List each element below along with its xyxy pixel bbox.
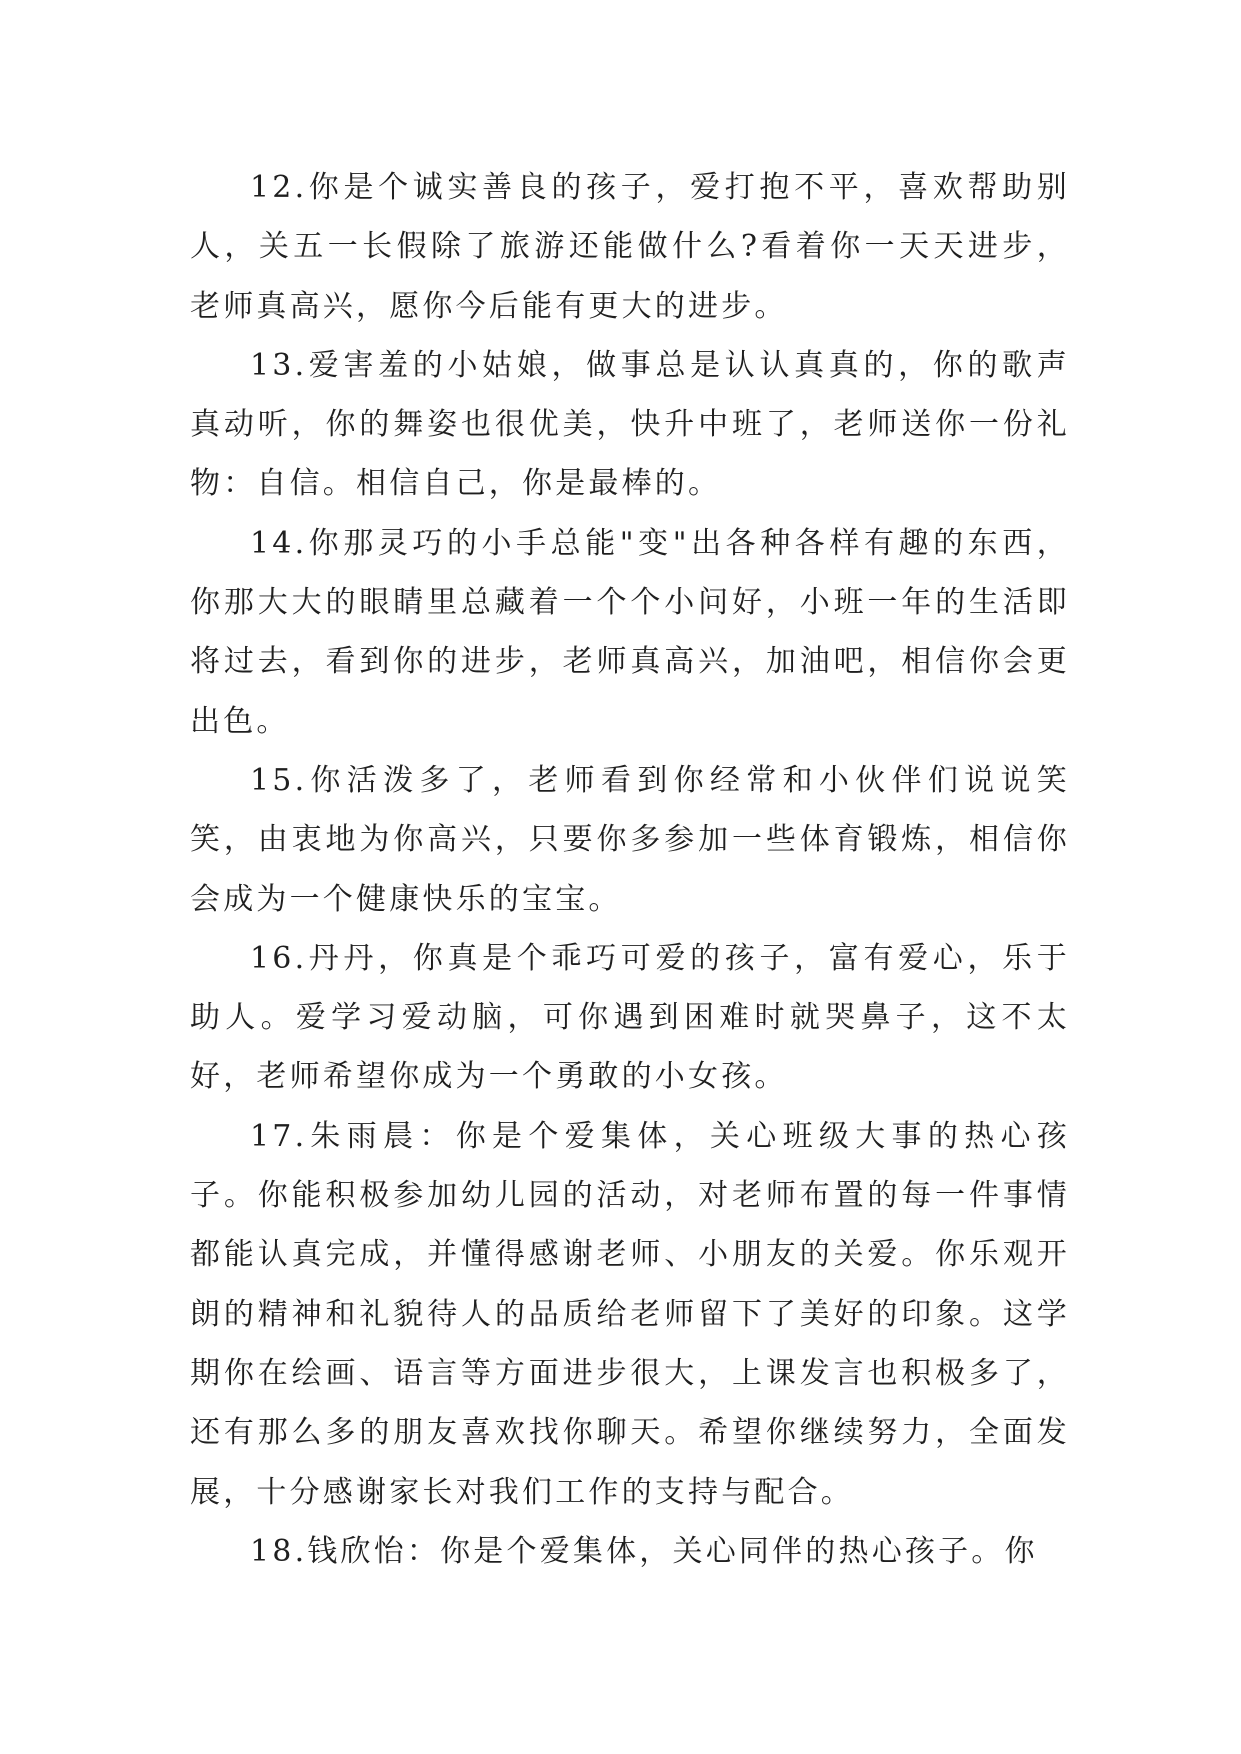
paragraph-18: 18.钱欣怡：你是个爱集体，关心同伴的热心孩子。你 [250, 1533, 1038, 1569]
document-body [190, 158, 1070, 1581]
paragraph-17: 17.朱雨晨：你是个爱集体，关心班级大事的热心孩子。你能积极参加幼儿园的活动，对老师布置的每一件事情都能认真完成，并懂得感谢老师、小朋友的关爱。你乐观开朗的精神和礼貌待人的品质给老师留下了美好的印象。这学期你在绘画、语言等方面进步很大，上课发言也积极多了，还有那么多的朋友喜欢找你聊天。希望你继续努力，全面发展，十分感谢家长对我们工作的支持与配合。 [190, 1118, 1070, 1510]
paragraph-13: 13.爱害羞的小姑娘，做事总是认认真真的，你的歌声真动听，你的舞姿也很优美，快升中班了，老师送你一份礼物：自信。相信自己，你是最棒的。 [190, 347, 1070, 502]
paragraph-16: 16.丹丹，你真是个乖巧可爱的孩子，富有爱心，乐于助人。爱学习爱动脑，可你遇到困难时就哭鼻子，这不太好，老师希望你成为一个勇敢的小女孩。 [190, 940, 1070, 1095]
paragraph-12: 12.你是个诚实善良的孩子，爱打抱不平，喜欢帮助别人，关五一长假除了旅游还能做什么?看着你一天天进步，老师真高兴，愿你今后能有更大的进步。 [190, 170, 1070, 324]
paragraph-14: 14.你那灵巧的小手总能"变"出各种各样有趣的东西，你那大大的眼睛里总藏着一个个小问好，小班一年的生活即将过去，看到你的进步，老师真高兴，加油吧，相信你会更出色。 [190, 525, 1070, 739]
paragraph-15: 15.你活泼多了，老师看到你经常和小伙伴们说说笑笑，由衷地为你高兴，只要你多参加一些体育锻炼，相信你会成为一个健康快乐的宝宝。 [190, 762, 1070, 917]
